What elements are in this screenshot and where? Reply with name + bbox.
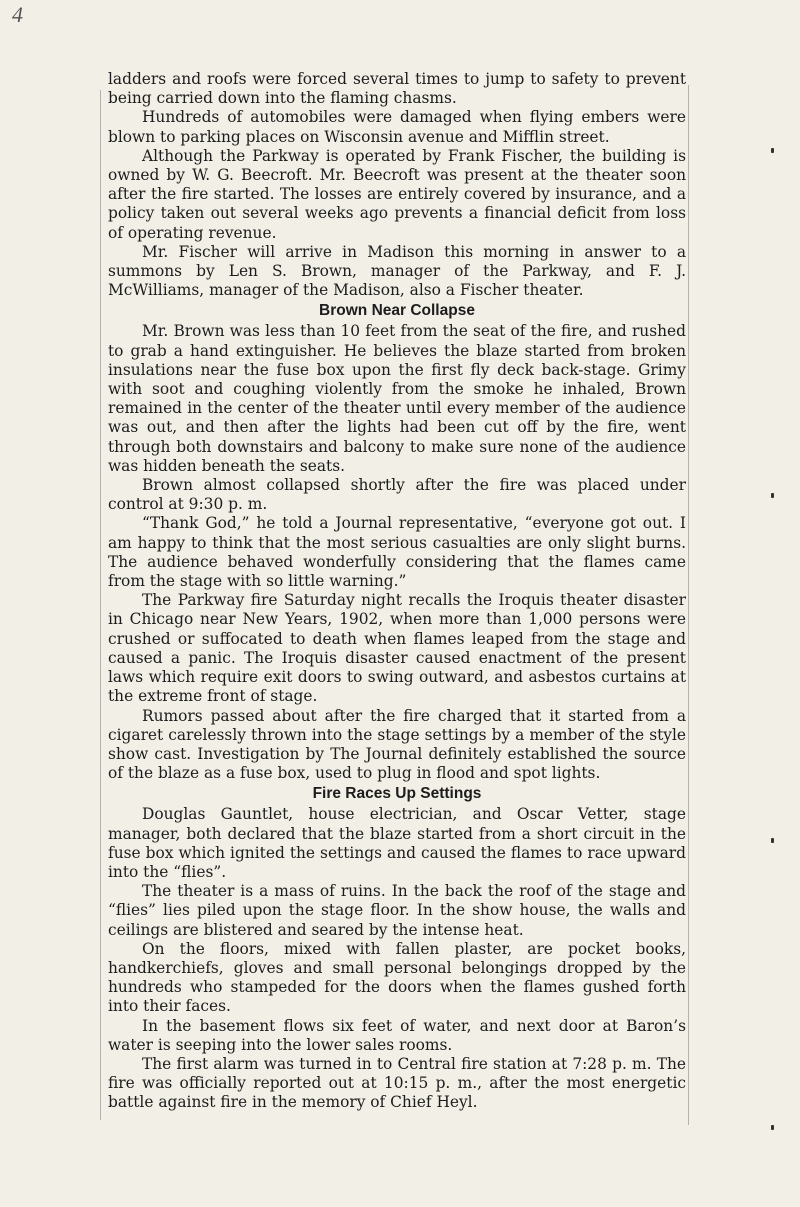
article-paragraph: The first alarm was turned in to Central fire station at 7:28 p. m. The fire was officially reported out at 10:15 p. m., after the most energetic battle against fire in the memory of Chief Heyl. bbox=[108, 1054, 686, 1112]
margin-speck bbox=[771, 148, 774, 153]
article-paragraph: On the floors, mixed with fallen plaster, are pocket books, handkerchiefs, gloves and small personal belongings dropped by the hundreds who stampeded for the doors when the flames gushed forth into their faces. bbox=[108, 939, 686, 1016]
article-paragraph: Rumors passed about after the fire charged that it started from a cigaret carelessly thrown into the stage settings by a member of the style show cast. Investigation by The Journal definitely established the source of the blaze as a fuse box, used to plug in flood and spot lights. bbox=[108, 706, 686, 783]
article-paragraph: Brown almost collapsed shortly after the fire was placed under control at 9:30 p. m. bbox=[108, 476, 686, 514]
page-number-mark: 4 bbox=[12, 2, 23, 27]
article-column bbox=[108, 70, 686, 1113]
clipping-edge-right bbox=[688, 85, 689, 1125]
article-paragraph: ladders and roofs were forced several times to jump to safety to prevent being carried down into the flaming chasms. bbox=[108, 70, 686, 108]
article-paragraph: Douglas Gauntlet, house electrician, and Oscar Vetter, stage manager, both declared that the blaze started from a short circuit in the fuse box which ignited the settings and caused the flames to race upward into the “flies”. bbox=[108, 805, 686, 881]
article-paragraph: Hundreds of automobiles were damaged when flying embers were blown to parking places on Wisconsin avenue and Mifflin street. bbox=[108, 108, 686, 146]
section-heading-fire-races-up-settings: Fire Races Up Settings bbox=[312, 785, 482, 803]
article-paragraph: “Thank God,” he told a Journal representative, “everyone got out. I am happy to think that the most serious casualties are only slight burns. The audience behaved wonderfully considering that the flames came from the stage with so little warning.” bbox=[108, 514, 686, 591]
article-paragraph: In the basement flows six feet of water, and next door at Baron’s water is seeping into the lower sales rooms. bbox=[108, 1016, 686, 1054]
article-paragraph: The theater is a mass of ruins. In the back the roof of the stage and “flies” lies piled upon the stage floor. In the show house, the walls and ceilings are blistered and seared by the intense heat. bbox=[108, 882, 686, 939]
article-paragraph: The Parkway fire Saturday night recalls the Iroquis theater disaster in Chicago near New Years, 1902, when more than 1,000 persons were crushed or suffocated to death when flames leaped from the stage and caused a panic. The Iroquis disaster caused enactment of the present laws which require exit doors to swing outward, and asbestos curtains at the extreme front of stage. bbox=[108, 591, 686, 706]
clipping-edge-left bbox=[100, 90, 101, 1120]
article-paragraph: Although the Parkway is operated by Frank Fischer, the building is owned by W. G. Beecroft. Mr. Beecroft was present at the theater soon after the fire started. The losses are entirely covered by insurance, and a policy taken out several weeks ago prevents a financial deficit from loss of operating revenue. bbox=[108, 146, 686, 242]
margin-speck bbox=[771, 838, 774, 843]
margin-speck bbox=[771, 1125, 774, 1130]
article-paragraph: Mr. Fischer will arrive in Madison this morning in answer to a summons by Len S. Brown, manager of the Parkway, and F. J. McWilliams, manager of the Madison, also a Fischer theater. bbox=[108, 242, 686, 300]
article-paragraph: Mr. Brown was less than 10 feet from the seat of the fire, and rushed to grab a hand extinguisher. He believes the blaze started from broken insulations near the fuse box upon the first fly deck back-stage. Grimy with soot and coughing violently from the smoke he inhaled, Brown remained in the center of the theater until every member of the audience was out, and then after the lights had been cut off by the fire, went through both downstairs and balcony to make sure none of the audience was hidden beneath the seats. bbox=[108, 322, 686, 475]
section-heading-brown-near-collapse: Brown Near Collapse bbox=[319, 302, 475, 320]
margin-speck bbox=[771, 493, 774, 498]
